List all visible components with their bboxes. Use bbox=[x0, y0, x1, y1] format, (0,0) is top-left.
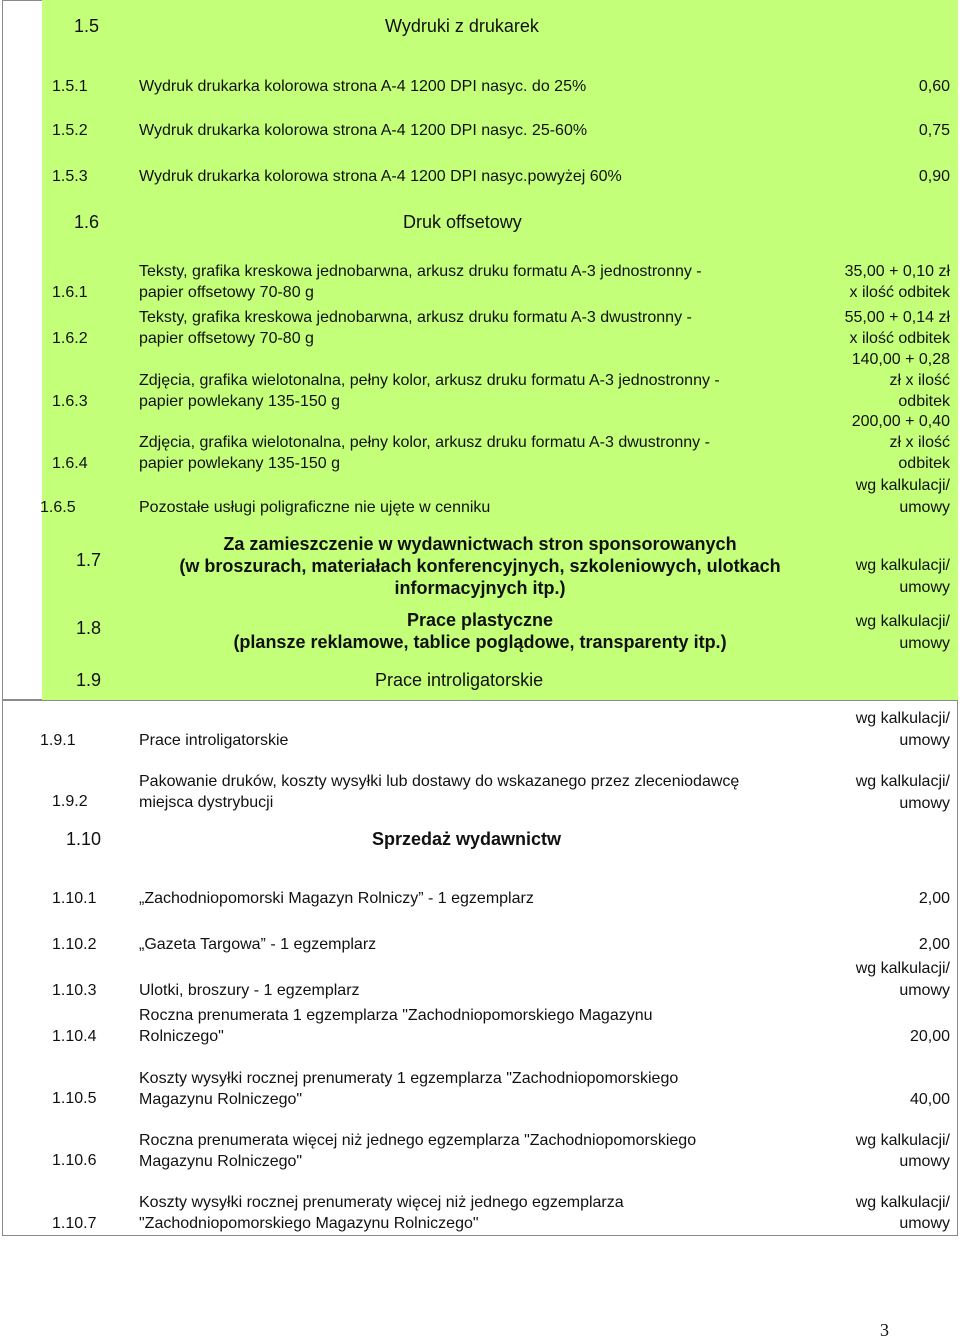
row-price: wg kalkulacji/ bbox=[855, 1132, 950, 1149]
section-number: 1.5 bbox=[74, 16, 100, 36]
row-price: 40,00 bbox=[909, 1091, 950, 1108]
row-number: 1.10.2 bbox=[52, 936, 97, 953]
row-description: Koszty wysyłki rocznej prenumeraty więcej niż jednego egzemplarza bbox=[139, 1194, 624, 1211]
row-description: Zdjęcia, grafika wielotonalna, pełny kolor, arkusz druku formatu A-3 jednostronny - bbox=[139, 372, 720, 389]
row-number: 1.6.5 bbox=[40, 499, 76, 516]
page-number: 3 bbox=[880, 1320, 889, 1340]
row-price: odbitek bbox=[898, 393, 950, 410]
row-number: 1.8 bbox=[76, 618, 102, 638]
row-price: wg kalkulacji/ bbox=[855, 710, 950, 727]
row-price: umowy bbox=[899, 982, 950, 999]
row-price: 0,90 bbox=[918, 168, 950, 185]
row-description: Prace introligatorskie bbox=[139, 732, 289, 749]
row-price: 200,00 + 0,40 bbox=[851, 413, 950, 430]
row-price: 140,00 + 0,28 bbox=[851, 351, 950, 368]
row-price: wg kalkulacji/ bbox=[855, 477, 950, 494]
row-price: umowy bbox=[899, 635, 950, 652]
row-description: Teksty, grafika kreskowa jednobarwna, arkusz druku formatu A-3 dwustronny - bbox=[139, 309, 692, 326]
row-description: Roczna prenumerata więcej niż jednego egzemplarza "Zachodniopomorskiego bbox=[139, 1132, 697, 1149]
section-title: Prace introligatorskie bbox=[375, 670, 544, 690]
row-number: 1.6.3 bbox=[52, 393, 88, 410]
row-number: 1.5.3 bbox=[52, 168, 88, 185]
row-description: papier powlekany 135-150 g bbox=[139, 455, 341, 472]
row-number: 1.7 bbox=[76, 550, 102, 570]
row-number: 1.10.5 bbox=[52, 1090, 97, 1107]
row-price: wg kalkulacji/ bbox=[855, 1194, 950, 1211]
row-number: 1.5.1 bbox=[52, 78, 88, 95]
row-description: (plansze reklamowe, tablice poglądowe, transparenty itp.) bbox=[233, 632, 727, 652]
row-description: Rolniczego" bbox=[139, 1028, 224, 1045]
row-description: Roczna prenumerata 1 egzemplarza "Zachodniopomorskiego Magazynu bbox=[139, 1007, 653, 1024]
row-description: „Gazeta Targowa” - 1 egzemplarz bbox=[139, 936, 377, 953]
row-description: papier offsetowy 70-80 g bbox=[139, 284, 314, 301]
row-price: umowy bbox=[899, 795, 950, 812]
row-description: Magazynu Rolniczego" bbox=[139, 1091, 303, 1108]
row-description: Koszty wysyłki rocznej prenumeraty 1 egzemplarza "Zachodniopomorskiego bbox=[139, 1070, 679, 1087]
row-price: umowy bbox=[899, 499, 950, 516]
row-price: zł x ilość bbox=[889, 434, 950, 451]
row-description: informacyjnych itp.) bbox=[394, 578, 566, 598]
row-description: Pakowanie druków, koszty wysyłki lub dostawy do wskazanego przez zleceniodawcę bbox=[139, 773, 740, 790]
row-number: 1.10.1 bbox=[52, 890, 97, 907]
row-number: 1.10.3 bbox=[52, 982, 97, 999]
row-description: Ulotki, broszury - 1 egzemplarz bbox=[139, 982, 360, 999]
row-price: odbitek bbox=[898, 455, 950, 472]
row-description: (w broszurach, materiałach konferencyjnych, szkoleniowych, ulotkach bbox=[179, 556, 781, 576]
row-description: Wydruk drukarka kolorowa strona A-4 1200 DPI nasyc. do 25% bbox=[139, 78, 587, 95]
row-price: zł x ilość bbox=[889, 372, 950, 389]
section-title: Sprzedaż wydawnictw bbox=[372, 829, 562, 849]
row-price: 55,00 + 0,14 zł bbox=[844, 309, 950, 326]
row-price: umowy bbox=[899, 1153, 950, 1170]
row-number: 1.10.7 bbox=[52, 1215, 97, 1232]
row-price: 0,60 bbox=[918, 78, 950, 95]
row-description: papier offsetowy 70-80 g bbox=[139, 330, 314, 347]
row-price: wg kalkulacji/ bbox=[855, 613, 950, 630]
row-description: Za zamieszczenie w wydawnictwach stron sponsorowanych bbox=[223, 534, 737, 554]
row-description: Prace plastyczne bbox=[406, 610, 554, 630]
section-number: 1.10 bbox=[66, 829, 102, 849]
row-description: Teksty, grafika kreskowa jednobarwna, arkusz druku formatu A-3 jednostronny - bbox=[139, 263, 702, 280]
section-title: Druk offsetowy bbox=[403, 212, 522, 232]
section-number: 1.6 bbox=[74, 212, 100, 232]
row-description: „Zachodniopomorski Magazyn Rolniczy” - 1 egzemplarz bbox=[139, 890, 534, 907]
row-price: x ilość odbitek bbox=[849, 330, 950, 347]
row-price: umowy bbox=[899, 732, 950, 749]
row-price: x ilość odbitek bbox=[849, 284, 950, 301]
row-description: miejsca dystrybucji bbox=[139, 794, 274, 811]
section-title: Wydruki z drukarek bbox=[385, 16, 539, 36]
row-number: 1.10.4 bbox=[52, 1028, 97, 1045]
row-description: Magazynu Rolniczego" bbox=[139, 1153, 303, 1170]
row-description: "Zachodniopomorskiego Magazynu Rolniczego" bbox=[139, 1215, 479, 1232]
row-number: 1.6.4 bbox=[52, 455, 88, 472]
row-description: Zdjęcia, grafika wielotonalna, pełny kolor, arkusz druku formatu A-3 dwustronny - bbox=[139, 434, 710, 451]
row-price: 35,00 + 0,10 zł bbox=[844, 263, 950, 280]
row-number: 1.6.1 bbox=[52, 284, 88, 301]
row-price: 20,00 bbox=[909, 1028, 950, 1045]
row-description: Wydruk drukarka kolorowa strona A-4 1200 DPI nasyc. 25-60% bbox=[139, 122, 588, 139]
row-description: papier powlekany 135-150 g bbox=[139, 393, 341, 410]
row-price: wg kalkulacji/ bbox=[855, 960, 950, 977]
row-number: 1.10.6 bbox=[52, 1152, 97, 1169]
row-price: wg kalkulacji/ bbox=[855, 557, 950, 574]
row-price: 2,00 bbox=[918, 936, 950, 953]
row-number: 1.6.2 bbox=[52, 330, 88, 347]
row-price: 0,75 bbox=[918, 122, 950, 139]
row-description: Wydruk drukarka kolorowa strona A-4 1200 DPI nasyc.powyżej 60% bbox=[139, 168, 622, 185]
row-number: 1.9.2 bbox=[52, 793, 88, 810]
section-number: 1.9 bbox=[76, 670, 102, 690]
row-number: 1.5.2 bbox=[52, 122, 88, 139]
row-description: Pozostałe usługi poligraficzne nie ujęte w cenniku bbox=[139, 499, 491, 516]
row-number: 1.9.1 bbox=[40, 732, 76, 749]
row-price: 2,00 bbox=[918, 890, 950, 907]
row-price: wg kalkulacji/ bbox=[855, 773, 950, 790]
row-price: umowy bbox=[899, 1215, 950, 1232]
row-price: umowy bbox=[899, 579, 950, 596]
